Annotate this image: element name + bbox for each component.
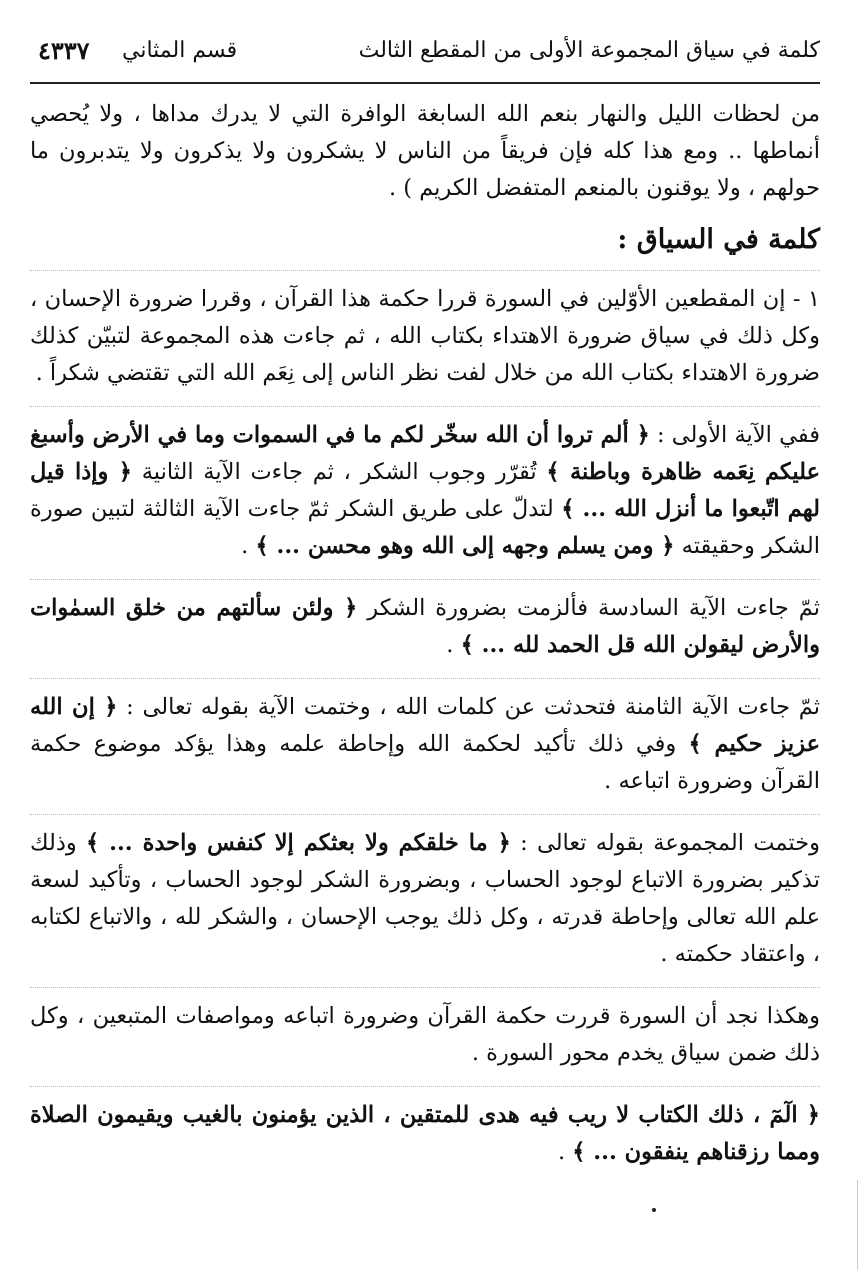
section-name: قسم المثاني [122,38,238,63]
dotted-separator [30,579,820,580]
paragraph-8 [30,1097,820,1171]
paragraph-4-text-c: . [446,632,461,658]
quran-quote-5: ﴿ إن الله عزيز حكيم ﴾ [30,694,820,757]
page-number: ٤٣٣٧ [38,36,90,65]
quran-quote-6: ﴿ ما خلقكم ولا بعثكم إلا كنفس واحدة ... ﴾ [85,830,511,856]
paragraph-5-text-c: وفي ذلك تأكيد لحكمة الله وإحاطة علمه وهذا يؤكد موضوع حكمة القرآن وضرورة اتباعه . [30,731,820,794]
quran-quote-3: ﴿ ومن يسلم وجهه إلى الله وهو محسن ... ﴾ [255,533,675,559]
paragraph-4 [30,590,820,664]
paragraph-8-text-b: . [557,1139,573,1165]
quran-quote-1: ﴿ ألم تروا أن الله سخّر لكم ما في السموات وما في الأرض وأسبغ عليكم نِعَمه ظاهرة وباطنة ﴾ [30,422,821,485]
page-dot-mark [652,1208,656,1212]
paragraph-5-text-a: ثمّ جاءت الآية الثامنة فتحدثت عن كلمات الله ، وختمت الآية بقوله تعالى : [117,694,820,720]
paragraph-3-text-a: ففي الآية الأولى : [649,422,820,448]
running-header [30,30,820,84]
paragraph-1: من لحظات الليل والنهار بنعم الله السابغة الوافرة التي لا يدرك مداها ، ولا يُحصي أنماطها .. ومع هذا كله فإن فريقاً من الناس لا يشكرون ولا يذكرون ولا يتدبرون ما حولهم ، ولا يوقنون بالمنعم المتفضل الكريم ) . [30,101,820,201]
paragraph-3 [30,417,820,565]
section-heading: كلمة في السياق : [617,224,820,255]
dotted-separator [30,678,820,679]
paragraph-4-text-a: ثمّ جاءت الآية السادسة فألزمت بضرورة الشكر [357,595,821,621]
page-body [30,96,820,1185]
dotted-separator [30,1086,820,1087]
book-page [30,30,820,1260]
paragraph-6-text-a: وختمت المجموعة بقوله تعالى : [510,830,820,856]
paragraph-3-text-g: . [241,533,256,559]
paragraph-3-text-e: لتدلّ على طريق الشكر ثمّ جاءت الآية الثالثة لتبين صورة الشكر وحقيقته [30,496,820,559]
dotted-separator [30,270,820,271]
paragraph-5 [30,689,820,800]
page-edge-line [857,1180,858,1270]
quran-quote-4: ﴿ ولئن سألتهم من خلق السمٰوات والأرض ليقولن الله قل الحمد لله ... ﴾ [30,595,820,658]
quran-quote-2: ﴿ وإذا قيل لهم اتّبعوا ما أنزل الله ... ﴾ [30,459,821,522]
dotted-separator [30,814,820,815]
dotted-separator [30,987,820,988]
dotted-separator [30,406,820,407]
paragraph-6-text-c: وذلك تذكير بضرورة الاتباع لوجود الحساب ، وبضرورة الشكر لوجود الحساب ، وتأكيد لسعة علم الله تعالى وإحاطة قدرته ، وكل ذلك يوجب الإحسان ، والشكر لله ، والاتباع لكتابه ، واعتقاد حكمته . [30,830,820,967]
running-title: كلمة في سياق المجموعة الأولى من المقطع الثالث [358,38,820,63]
paragraph-2: ١ - إن المقطعين الأوّلين في السورة قررا حكمة هذا القرآن ، وقررا ضرورة الإحسان ، وكل ذلك في سياق ضرورة الاهتداء بكتاب الله ، ثم جاءت هذه المجموعة لتبيّن كذلك ضرورة الاهتداء بكتاب الله من خلال لفت نظر الناس إلى نِعَم الله التي تقتضي شكراً . [30,286,820,386]
paragraph-3-text-c: تُقرّر وجوب الشكر ، ثم جاءت الآية الثانية [131,459,547,485]
paragraph-7: وهكذا نجد أن السورة قررت حكمة القرآن وضرورة اتباعه ومواصفات المتبعين ، وكل ذلك ضمن سياق يخدم محور السورة . [30,1003,820,1066]
paragraph-6 [30,825,820,973]
quran-quote-7: ﴿ الٓمٓ ، ذلك الكتاب لا ريب فيه هدى للمتقين ، الذين يؤمنون بالغيب ويقيمون الصلاة ومما رزقناهم ينفقون ... ﴾ [30,1102,820,1165]
